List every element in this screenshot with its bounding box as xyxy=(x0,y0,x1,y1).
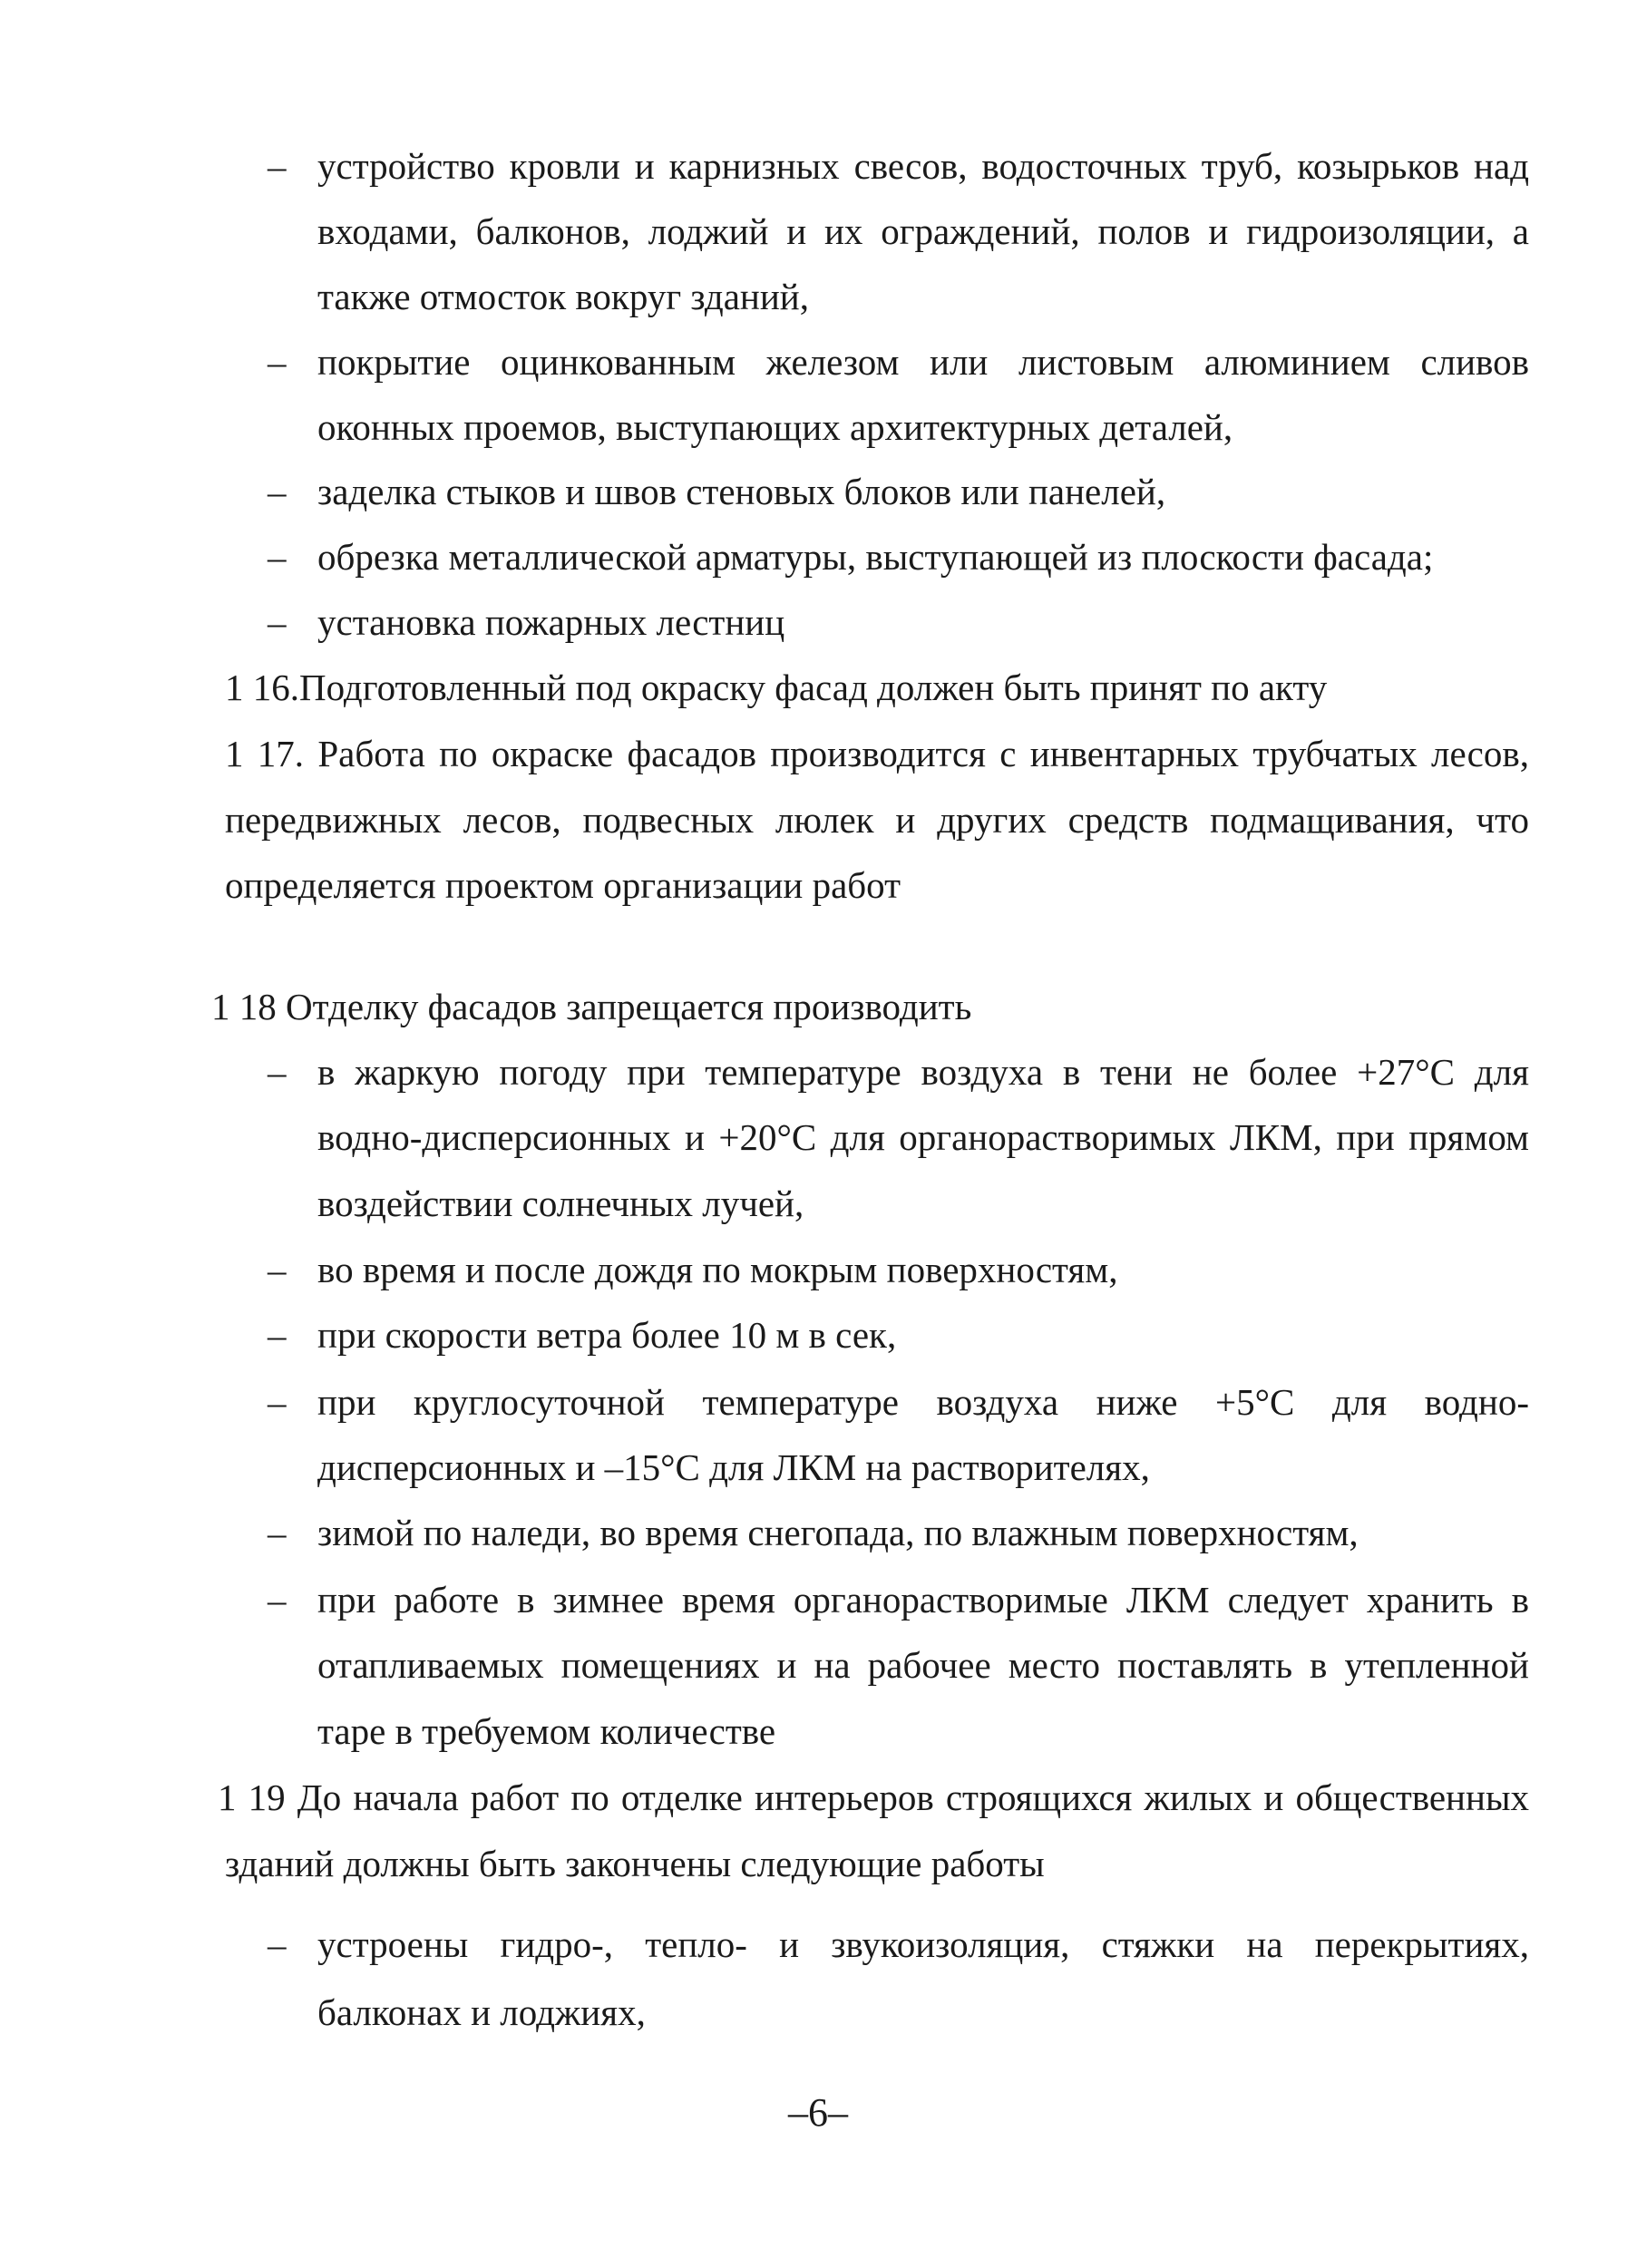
bullet-dash: – xyxy=(268,1923,287,1965)
text-line: в жаркую погоду при температуре воздуха в тени не более +27°C для xyxy=(317,1051,1529,1093)
text-line: входами, балконов, лоджий и их ограждений, полов и гидроизоляции, а xyxy=(317,210,1529,252)
text-line: установка пожарных лестниц xyxy=(317,601,785,643)
text-line: устроены гидро-, тепло- и звукоизоляция, стяжки на перекрытиях, xyxy=(317,1923,1529,1965)
text-line: 1 17. Работа по окраске фасадов производится с инвентарных трубчатых лесов, xyxy=(225,733,1529,774)
text-line: водно-дисперсионных и +20°C для органорастворимых ЛКМ, при прямом xyxy=(317,1116,1529,1158)
text-line: покрытие оцинкованным железом или листовым алюминием сливов xyxy=(317,341,1529,383)
bullet-dash: – xyxy=(268,1512,287,1553)
text-line: зданий должны быть закончены следующие работы xyxy=(225,1843,1045,1884)
text-line: дисперсионных и –15°C для ЛКМ на растворителях, xyxy=(317,1446,1150,1488)
bullet-dash: – xyxy=(268,1381,287,1423)
text-line: также отмосток вокруг зданий, xyxy=(317,276,809,317)
bullet-dash: – xyxy=(268,1579,287,1621)
text-line: заделка стыков и швов стеновых блоков или панелей, xyxy=(317,471,1166,512)
text-line: при круглосуточной температуре воздуха ниже +5°C для водно- xyxy=(317,1381,1529,1423)
bullet-dash: – xyxy=(268,1051,287,1093)
bullet-dash: – xyxy=(268,601,287,643)
bullet-dash: – xyxy=(268,536,287,578)
text-line: при скорости ветра более 10 м в сек, xyxy=(317,1314,897,1356)
text-line: оконных проемов, выступающих архитектурных деталей, xyxy=(317,406,1233,448)
bullet-dash: – xyxy=(268,145,287,187)
text-line: определяется проектом организации работ xyxy=(225,864,901,906)
text-line: 1 16.Подготовленный под окраску фасад должен быть принят по акту xyxy=(225,667,1328,708)
text-line: зимой по наледи, во время снегопада, по влажным поверхностям, xyxy=(317,1512,1359,1553)
bullet-dash: – xyxy=(268,1249,287,1290)
text-line: во время и после дождя по мокрым поверхностям, xyxy=(317,1249,1118,1290)
bullet-dash: – xyxy=(268,471,287,512)
text-line: 1 18 Отделку фасадов запрещается производить xyxy=(211,986,972,1027)
text-line: таре в требуемом количестве xyxy=(317,1710,776,1752)
bullet-dash: – xyxy=(268,341,287,383)
text-line: передвижных лесов, подвесных люлек и других средств подмащивания, что xyxy=(225,799,1529,841)
text-line: обрезка металлической арматуры, выступающей из плоскости фасада; xyxy=(317,536,1434,578)
text-line: воздействии солнечных лучей, xyxy=(317,1183,804,1224)
bullet-dash: – xyxy=(268,1314,287,1356)
text-line: устройство кровли и карнизных свесов, водосточных труб, козырьков над xyxy=(317,145,1529,187)
text-line: 1 19 До начала работ по отделке интерьеров строящихся жилых и общественных xyxy=(218,1776,1529,1818)
text-line: при работе в зимнее время органорастворимые ЛКМ следует хранить в xyxy=(317,1579,1529,1621)
text-line: балконах и лоджиях, xyxy=(317,1991,646,2033)
page-number: –6– xyxy=(788,2090,848,2135)
text-line: отапливаемых помещениях и на рабочее место поставлять в утепленной xyxy=(317,1644,1529,1686)
